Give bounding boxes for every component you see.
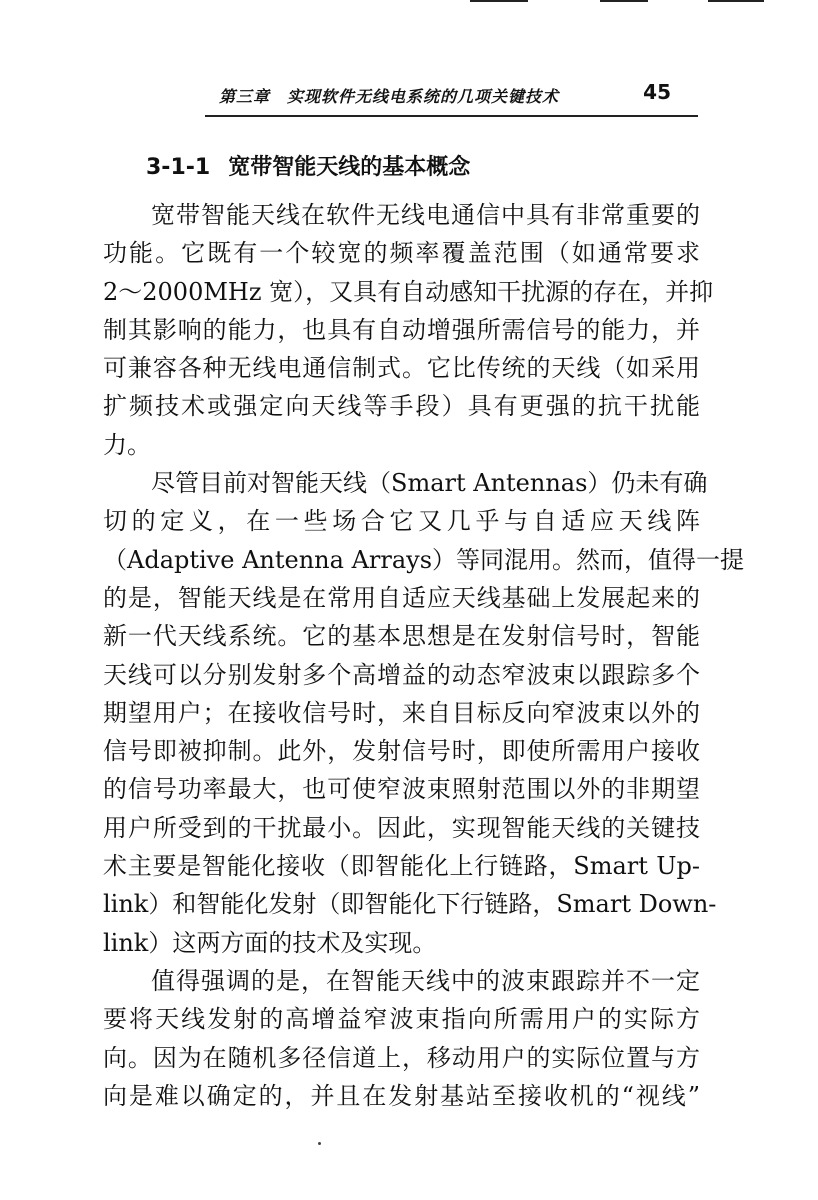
scan-speck <box>318 1142 321 1145</box>
text-line: 新一代天线系统。它的基本思想是在发射信号时，智能 <box>103 622 700 651</box>
top-rule-right <box>708 0 764 2</box>
running-header <box>205 80 695 112</box>
text-line: 的是，智能天线是在常用自适应天线基础上发展起来的 <box>103 583 700 612</box>
text-line: 制其影响的能力，也具有自动增强所需信号的能力，并 <box>103 315 700 344</box>
text-line: 尽管目前对智能天线（Smart Antennas）仍未有确 <box>151 469 708 498</box>
page-number: 45 <box>643 80 671 104</box>
text-line: 值得强调的是，在智能天线中的波束跟踪并不一定 <box>151 966 700 995</box>
text-line: 力。 <box>103 430 151 459</box>
text-line: 切的定义，在一些场合它又几乎与自适应天线阵 <box>103 507 700 536</box>
text-line: 天线可以分别发射多个高增益的动态窄波束以跟踪多个 <box>103 660 700 689</box>
top-rule-middle <box>600 0 648 2</box>
text-line: 用户所受到的干扰最小。因此，实现智能天线的关键技 <box>103 813 700 842</box>
header-rule <box>205 115 698 117</box>
text-line: 的信号功率最大，也可使窄波束照射范围以外的非期望 <box>103 775 700 804</box>
section-title: 宽带智能天线的基本概念 <box>228 155 471 180</box>
chapter-title: 第三章 实现软件无线电系统的几项关键技术 <box>219 87 560 106</box>
text-line: 2～2000MHz 宽），又具有自动感知干扰源的存在，并抑 <box>103 277 714 306</box>
text-line: （Adaptive Antenna Arrays）等同混用。然而，值得一提 <box>103 545 745 574</box>
top-rule-left <box>470 0 528 2</box>
text-line: 扩频技术或强定向天线等手段）具有更强的抗干扰能 <box>103 392 700 421</box>
text-line: link）这两方面的技术及实现。 <box>103 928 437 957</box>
text-line: 信号即被抑制。此外，发射信号时，即使所需用户接收 <box>103 737 700 766</box>
text-line: link）和智能化发射（即智能化下行链路，Smart Down- <box>103 890 717 919</box>
text-line: 宽带智能天线在软件无线电通信中具有非常重要的 <box>151 201 700 229</box>
text-line: 期望用户；在接收信号时，来自目标反向窄波束以外的 <box>103 698 700 727</box>
text-line: 向。因为在随机多径信道上，移动用户的实际位置与方 <box>103 1043 700 1072</box>
section-heading <box>146 150 470 181</box>
section-number: 3-1-1 <box>146 155 211 180</box>
text-line: 术主要是智能化接收（即智能化上行链路，Smart Up- <box>103 852 700 881</box>
text-line: 可兼容各种无线电通信制式。它比传统的天线（如采用 <box>103 354 700 383</box>
text-line: 要将天线发射的高增益窄波束指向所需用户的实际方 <box>103 1005 700 1034</box>
body-text <box>103 196 745 1115</box>
text-line: 向是难以确定的，并且在发射基站至接收机的“视线” <box>103 1081 700 1110</box>
text-line: 功能。它既有一个较宽的频率覆盖范围（如通常要求 <box>103 239 700 268</box>
